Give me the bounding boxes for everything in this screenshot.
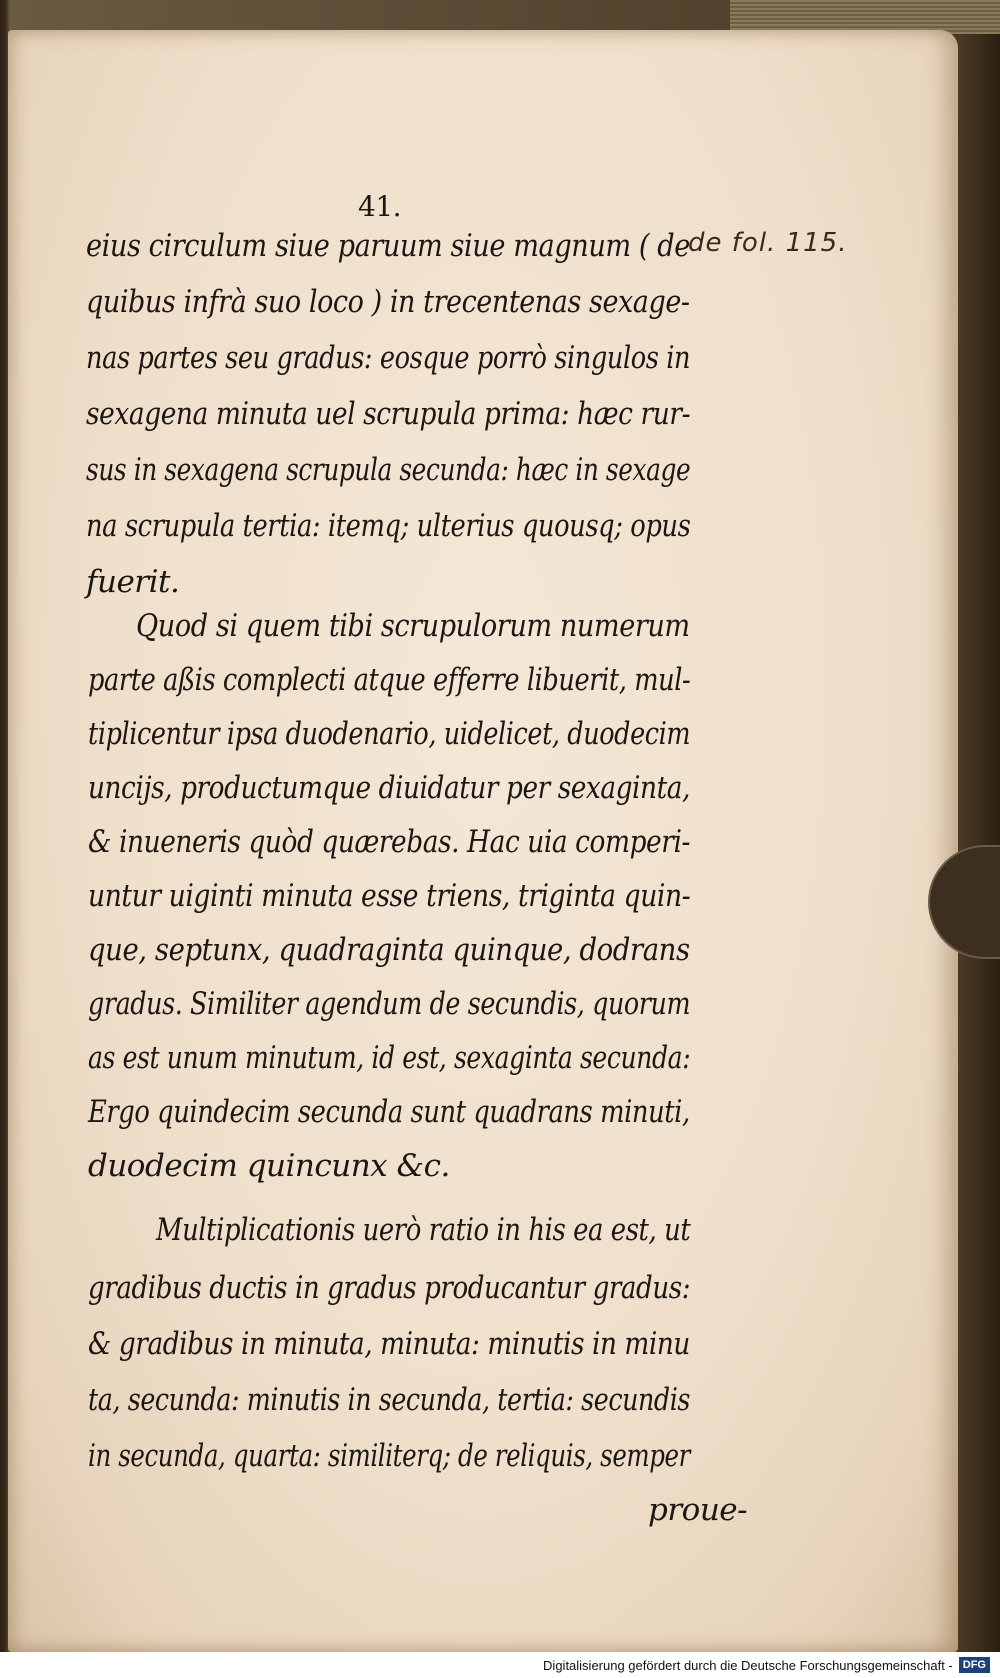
- text-line: sus in sexagena scrupula secunda: hæc in sexage: [86, 452, 691, 488]
- text-line: Ergo quindecim secunda sunt quadrans minuti,: [88, 1094, 690, 1130]
- text-line: na scrupula tertia: itemq; ulterius quousq; opus: [86, 508, 691, 544]
- text-line: sexagena minuta uel scrupula prima: hæc rur-: [86, 396, 691, 432]
- text-line: Multiplicationis uerò ratio in his ea est, ut: [156, 1212, 691, 1248]
- text-line: quibus infrà suo loco ) in trecentenas sexage-: [86, 284, 690, 320]
- printed-page: [8, 30, 958, 1652]
- digitization-footer: [0, 1652, 1000, 1678]
- page-edge: [730, 0, 1000, 34]
- handwritten-margin-note: de fol. 115.: [688, 228, 848, 258]
- dfg-logo-icon: DFG: [959, 1657, 990, 1673]
- text-line: & inueneris quòd quærebas. Hac uia comperi-: [88, 824, 690, 860]
- text-line: ta, secunda: minutis in secunda, tertia: secundis: [88, 1382, 690, 1418]
- text-line: untur uiginti minuta esse triens, triginta quin-: [88, 878, 691, 914]
- text-line: eius circulum siue paruum siue magnum ( de: [86, 228, 690, 264]
- text-line: & gradibus in minuta, minuta: minutis in minu: [88, 1326, 690, 1362]
- text-line: parte aßis complecti atque efferre libuerit, mul-: [88, 662, 691, 698]
- text-line: as est unum minutum, id est, sexaginta secunda:: [88, 1040, 691, 1076]
- text-line: uncijs, productumque diuidatur per sexaginta,: [88, 770, 690, 806]
- text-line: Quod si quem tibi scrupulorum numerum: [136, 608, 690, 644]
- footer-credit: Digitalisierung gefördert durch die Deutsche Forschungsgemeinschaft -: [543, 1657, 953, 1673]
- page-number: 41.: [358, 190, 402, 223]
- text-line: fuerit.: [86, 564, 180, 600]
- catchword: proue-: [648, 1492, 748, 1528]
- text-line: gradus. Similiter agendum de secundis, quorum: [88, 986, 691, 1022]
- text-line: que, septunx, quadraginta quinque, dodrans: [88, 932, 690, 968]
- text-line: gradibus ductis in gradus producantur gradus:: [88, 1270, 691, 1306]
- page-text: [8, 30, 958, 1652]
- text-line: in secunda, quarta: similiterq; de reliquis, semper: [88, 1438, 690, 1474]
- text-line: duodecim quincunx &c.: [88, 1148, 450, 1184]
- text-line: tiplicentur ipsa duodenario, uidelicet, duodecim: [88, 716, 691, 752]
- text-line: nas partes seu gradus: eosque porrò singulos in: [86, 340, 691, 376]
